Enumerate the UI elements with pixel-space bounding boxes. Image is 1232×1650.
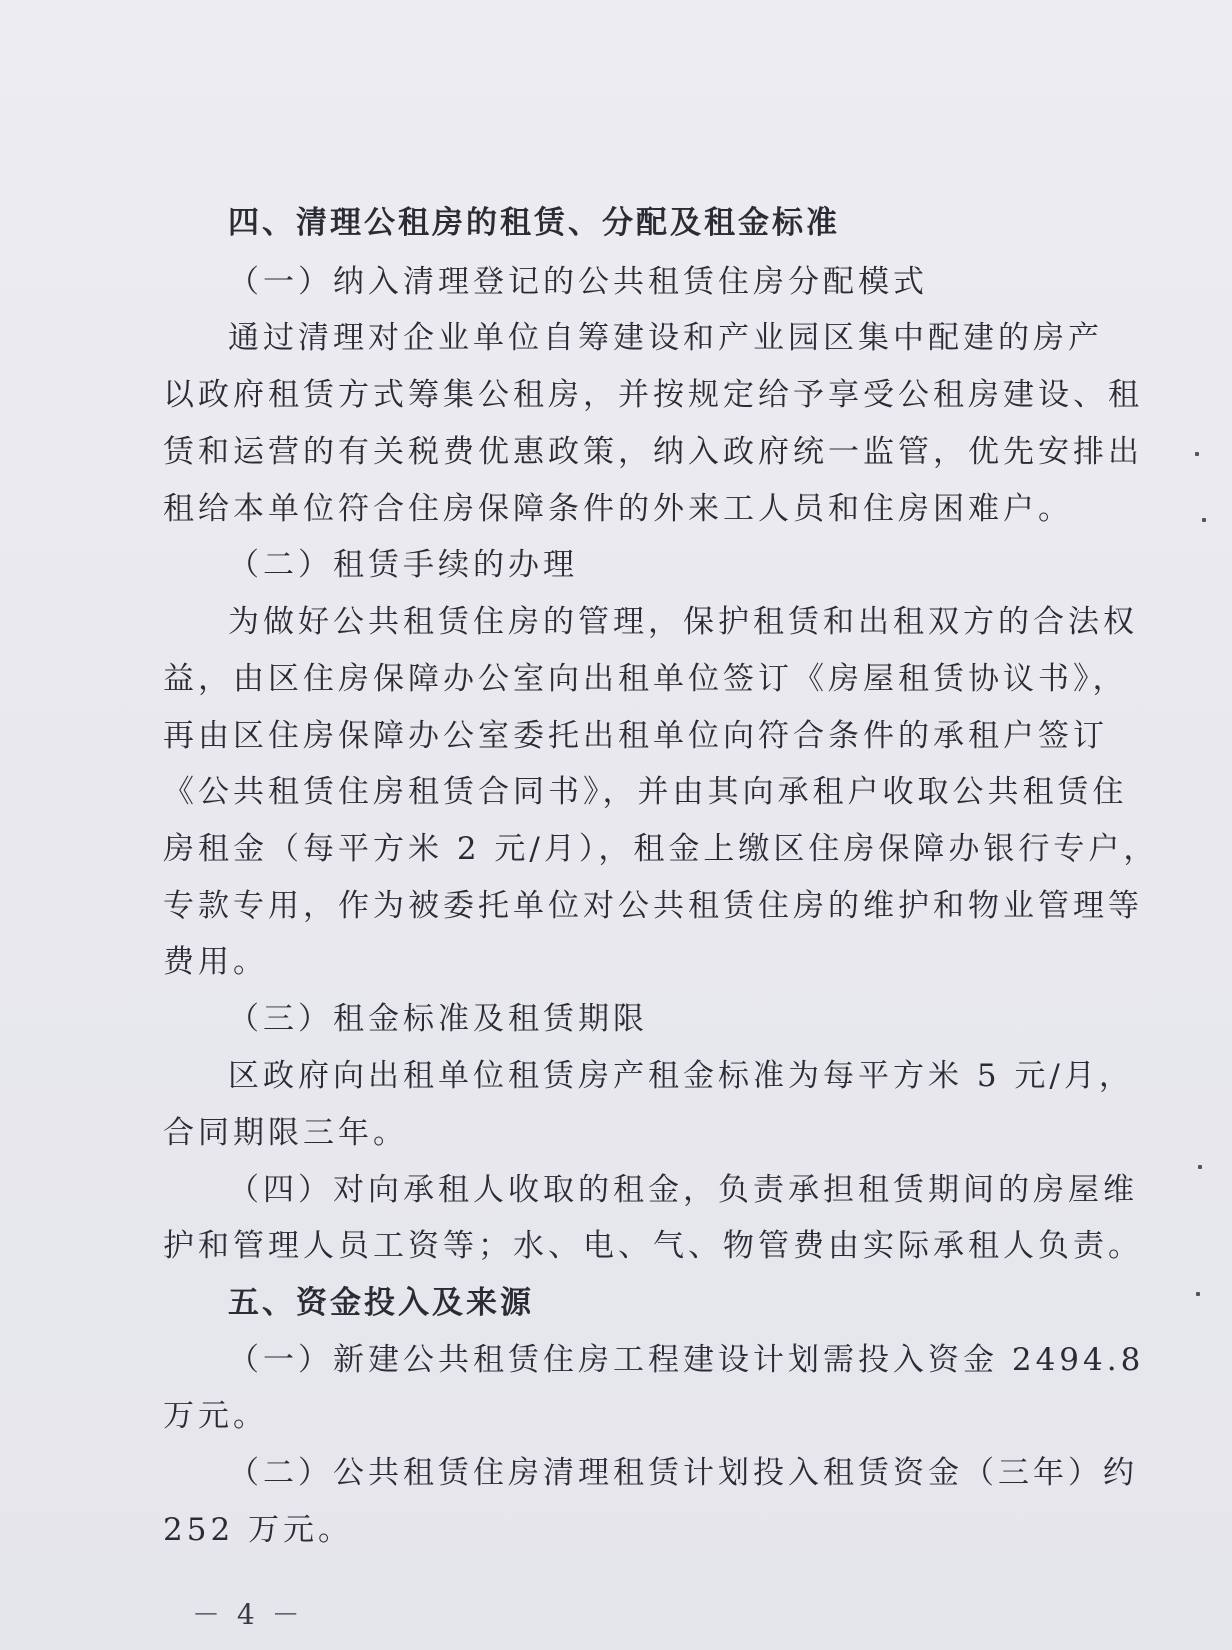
scan-speck xyxy=(1198,1165,1202,1169)
paragraph-line: （四）对向承租人收取的租金，负责承担租赁期间的房屋维 xyxy=(228,1172,1138,1208)
section-heading-4: 四、清理公租房的租赁、分配及租金标准 xyxy=(228,205,840,241)
subsection-heading-4-1: （一）纳入清理登记的公共租赁住房分配模式 xyxy=(228,264,928,300)
subsection-heading-4-3: （三）租金标准及租赁期限 xyxy=(228,1001,648,1037)
paragraph-line: 益，由区住房保障办公室向出租单位签订《房屋租赁协议书》， xyxy=(163,661,1128,697)
paragraph-line: （二）公共租赁住房清理租赁计划投入租赁资金（三年）约 xyxy=(228,1455,1138,1491)
paragraph-line: 以政府租赁方式筹集公租房，并按规定给予享受公租房建设、租 xyxy=(163,377,1143,413)
paragraph-line: 租给本单位符合住房保障条件的外来工人员和住房困难户。 xyxy=(163,491,1073,527)
paragraph-line: 252 万元。 xyxy=(163,1512,354,1548)
paragraph-line: 合同期限三年。 xyxy=(163,1115,408,1151)
paragraph-line: 万元。 xyxy=(163,1398,268,1434)
scan-speck xyxy=(1196,1292,1200,1296)
paragraph-line: 赁和运营的有关税费优惠政策，纳入政府统一监管，优先安排出 xyxy=(163,434,1143,470)
scan-speck xyxy=(1202,518,1206,522)
paragraph-line: 费用。 xyxy=(163,944,268,980)
paragraph-line: 房租金（每平方米 2 元/月），租金上缴区住房保障办银行专户， xyxy=(163,831,1159,867)
paragraph-line: 再由区住房保障办公室委托出租单位向符合条件的承租户签订 xyxy=(163,718,1108,754)
paragraph-line: 通过清理对企业单位自筹建设和产业园区集中配建的房产 xyxy=(228,320,1103,356)
paragraph-line: （一）新建公共租赁住房工程建设计划需投入资金 2494.8 xyxy=(228,1342,1145,1378)
paragraph-line: 专款专用，作为被委托单位对公共租赁住房的维护和物业管理等 xyxy=(163,888,1143,924)
section-heading-5: 五、资金投入及来源 xyxy=(228,1285,534,1321)
subsection-heading-4-2: （二）租赁手续的办理 xyxy=(228,547,578,583)
paragraph-line: 《公共租赁住房租赁合同书》，并由其向承租户收取公共租赁住 xyxy=(163,774,1128,810)
paragraph-line: 为做好公共租赁住房的管理，保护租赁和出租双方的合法权 xyxy=(228,604,1138,640)
scan-speck xyxy=(1195,452,1199,456)
paragraph-line: 护和管理人员工资等；水、电、气、物管费由实际承租人负责。 xyxy=(163,1228,1143,1264)
paragraph-line: 区政府向出租单位租赁房产租金标准为每平方米 5 元/月， xyxy=(228,1058,1134,1094)
page-number: － 4 － xyxy=(192,1598,304,1631)
